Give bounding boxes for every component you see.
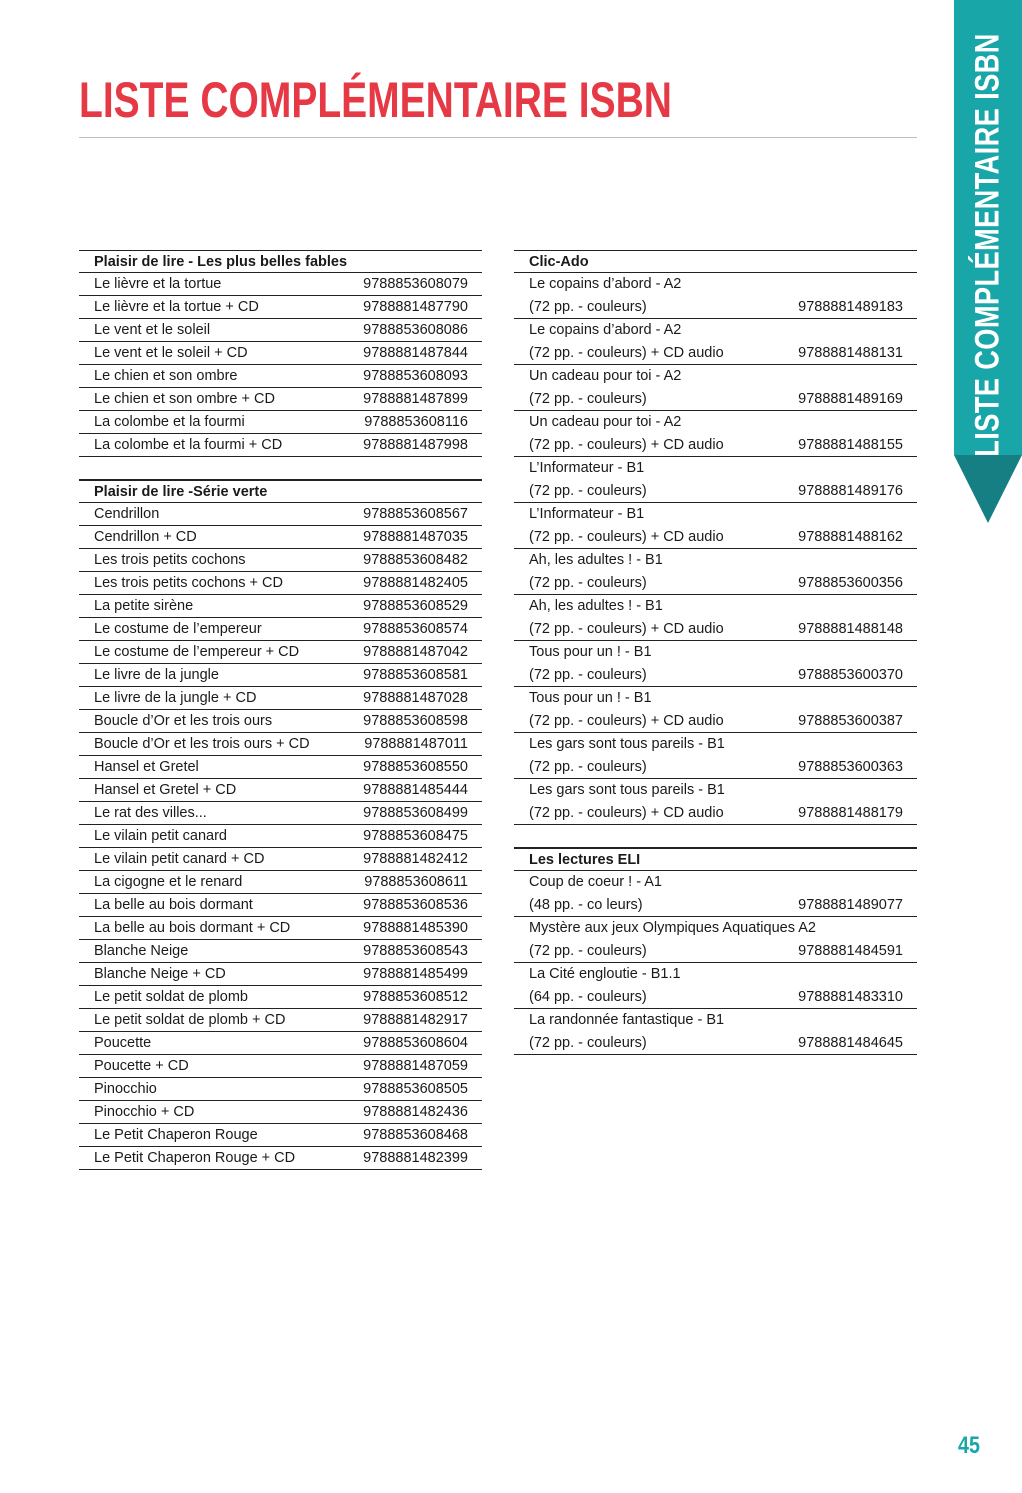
book-details: (72 pp. - couleurs) + CD audio bbox=[529, 345, 724, 361]
book-details: (72 pp. - couleurs) bbox=[529, 943, 647, 959]
book-details: (72 pp. - couleurs) bbox=[529, 483, 647, 499]
table-row-title bbox=[514, 411, 917, 434]
book-title: L’Informateur - B1 bbox=[529, 506, 645, 522]
table-row bbox=[79, 365, 482, 388]
table-row-title bbox=[514, 457, 917, 480]
book-title: La randonnée fantastique - B1 bbox=[529, 1012, 725, 1028]
book-details: (72 pp. - couleurs) + CD audio bbox=[529, 805, 724, 821]
table-row-detail bbox=[514, 710, 917, 733]
book-title: Blanche Neige bbox=[94, 943, 189, 959]
table-row-title bbox=[514, 595, 917, 618]
section-heading-text: Clic-Ado bbox=[529, 254, 589, 270]
table-row-title bbox=[514, 319, 917, 342]
table-row-title bbox=[514, 641, 917, 664]
table-row bbox=[79, 802, 482, 825]
isbn: 9788881488162 bbox=[798, 529, 903, 545]
table-row bbox=[79, 871, 482, 894]
book-title: Pinocchio bbox=[94, 1081, 157, 1097]
table-row bbox=[79, 917, 482, 940]
book-title: La cigogne et le renard bbox=[94, 874, 243, 890]
isbn: 9788853608598 bbox=[363, 713, 468, 729]
book-title: Boucle d’Or et les trois ours + CD bbox=[94, 736, 310, 752]
isbn: 9788853608505 bbox=[363, 1081, 468, 1097]
isbn: 9788853608536 bbox=[363, 897, 468, 913]
table-row-title bbox=[514, 963, 917, 986]
isbn: 9788881487790 bbox=[363, 299, 468, 315]
table-row bbox=[79, 526, 482, 549]
table-row bbox=[79, 641, 482, 664]
book-title: Hansel et Gretel bbox=[94, 759, 199, 775]
book-details: (72 pp. - couleurs) + CD audio bbox=[529, 713, 724, 729]
table-row bbox=[79, 710, 482, 733]
book-title: La belle au bois dormant bbox=[94, 897, 253, 913]
table-row bbox=[79, 986, 482, 1009]
book-title: Pinocchio + CD bbox=[94, 1104, 195, 1120]
table-row bbox=[79, 273, 482, 296]
table-row bbox=[79, 1009, 482, 1032]
page-title: LISTE COMPLÉMENTAIRE ISBN bbox=[79, 72, 672, 128]
isbn: 9788853608550 bbox=[363, 759, 468, 775]
table-row bbox=[79, 503, 482, 526]
isbn: 9788881487035 bbox=[363, 529, 468, 545]
book-title: Le copains d’abord - A2 bbox=[529, 322, 682, 338]
table-row bbox=[79, 411, 482, 434]
table-row bbox=[79, 664, 482, 687]
book-title: Coup de coeur ! - A1 bbox=[529, 874, 662, 890]
book-title: Le vent et le soleil + CD bbox=[94, 345, 248, 361]
book-title: Le costume de l’empereur + CD bbox=[94, 644, 300, 660]
isbn: 9788853608604 bbox=[363, 1035, 468, 1051]
book-title: Les trois petits cochons + CD bbox=[94, 575, 283, 591]
book-title: Le Petit Chaperon Rouge bbox=[94, 1127, 258, 1143]
isbn: 9788853600356 bbox=[798, 575, 903, 591]
isbn: 9788881487059 bbox=[363, 1058, 468, 1074]
book-title: Poucette + CD bbox=[94, 1058, 189, 1074]
book-title: Le chien et son ombre + CD bbox=[94, 391, 275, 407]
isbn: 9788881487011 bbox=[364, 736, 468, 752]
isbn: 9788881482405 bbox=[363, 575, 468, 591]
isbn: 9788853608574 bbox=[363, 621, 468, 637]
book-title: Blanche Neige + CD bbox=[94, 966, 226, 982]
book-title: Tous pour un ! - B1 bbox=[529, 690, 652, 706]
book-title: Cendrillon + CD bbox=[94, 529, 197, 545]
book-title: Le vilain petit canard + CD bbox=[94, 851, 265, 867]
section-heading-text: Plaisir de lire -Série verte bbox=[94, 484, 268, 500]
table-row bbox=[79, 1101, 482, 1124]
isbn: 9788853608567 bbox=[363, 506, 468, 522]
table-row bbox=[79, 940, 482, 963]
table-row-detail bbox=[514, 756, 917, 779]
isbn: 9788881487899 bbox=[363, 391, 468, 407]
book-details: (64 pp. - couleurs) bbox=[529, 989, 647, 1005]
table-row bbox=[79, 434, 482, 457]
table-row bbox=[79, 572, 482, 595]
table-row-title bbox=[514, 871, 917, 894]
isbn: 9788881487042 bbox=[363, 644, 468, 660]
isbn: 9788853600363 bbox=[798, 759, 903, 775]
section-heading bbox=[79, 480, 482, 503]
table-row bbox=[79, 1078, 482, 1101]
isbn: 9788881487028 bbox=[363, 690, 468, 706]
table-row bbox=[79, 342, 482, 365]
section-spacer bbox=[79, 457, 482, 480]
book-details: (72 pp. - couleurs) bbox=[529, 759, 647, 775]
isbn: 9788853608512 bbox=[363, 989, 468, 1005]
isbn: 9788881489077 bbox=[798, 897, 903, 913]
book-title: Ah, les adultes ! - B1 bbox=[529, 552, 663, 568]
table-row bbox=[79, 825, 482, 848]
isbn: 9788853608086 bbox=[363, 322, 468, 338]
isbn: 9788853608475 bbox=[363, 828, 468, 844]
section-heading bbox=[514, 848, 917, 871]
book-title: Le petit soldat de plomb bbox=[94, 989, 248, 1005]
isbn: 9788881487844 bbox=[363, 345, 468, 361]
book-title: Le vilain petit canard bbox=[94, 828, 227, 844]
book-details: (72 pp. - couleurs) bbox=[529, 299, 647, 315]
book-details: (72 pp. - couleurs) bbox=[529, 667, 647, 683]
table-row-detail bbox=[514, 572, 917, 595]
book-details: (72 pp. - couleurs) bbox=[529, 1035, 647, 1051]
table-row bbox=[79, 1124, 482, 1147]
book-title: Le lièvre et la tortue + CD bbox=[94, 299, 259, 315]
page-number: 45 bbox=[958, 1432, 980, 1459]
book-title: Un cadeau pour toi - A2 bbox=[529, 368, 682, 384]
book-title: La Cité engloutie - B1.1 bbox=[529, 966, 681, 982]
table-row-title bbox=[514, 779, 917, 802]
section-heading bbox=[514, 250, 917, 273]
table-row-title bbox=[514, 687, 917, 710]
isbn: 9788881484591 bbox=[798, 943, 903, 959]
isbn: 9788881482399 bbox=[363, 1150, 468, 1166]
isbn: 9788881485390 bbox=[363, 920, 468, 936]
table-row-detail bbox=[514, 802, 917, 825]
book-title: Le vent et le soleil bbox=[94, 322, 211, 338]
table-row bbox=[79, 963, 482, 986]
book-title: Le livre de la jungle + CD bbox=[94, 690, 257, 706]
table-row bbox=[79, 779, 482, 802]
isbn: 9788853608482 bbox=[363, 552, 468, 568]
book-title: La belle au bois dormant + CD bbox=[94, 920, 291, 936]
isbn: 9788881482436 bbox=[363, 1104, 468, 1120]
book-title: Poucette bbox=[94, 1035, 152, 1051]
table-row-title bbox=[514, 503, 917, 526]
isbn: 9788881485444 bbox=[363, 782, 468, 798]
book-details: (72 pp. - couleurs) + CD audio bbox=[529, 437, 724, 453]
isbn: 9788853608581 bbox=[363, 667, 468, 683]
book-title: Tous pour un ! - B1 bbox=[529, 644, 652, 660]
table-row bbox=[79, 756, 482, 779]
table-row bbox=[79, 1032, 482, 1055]
table-row bbox=[79, 595, 482, 618]
book-details: (72 pp. - couleurs) bbox=[529, 391, 647, 407]
table-row-detail bbox=[514, 434, 917, 457]
isbn: 9788853608116 bbox=[364, 414, 468, 430]
table-row bbox=[79, 687, 482, 710]
table-row bbox=[79, 388, 482, 411]
isbn: 9788881488131 bbox=[798, 345, 903, 361]
table-row-title bbox=[514, 365, 917, 388]
table-row-detail bbox=[514, 894, 917, 917]
table-row-title bbox=[514, 1009, 917, 1032]
table-row bbox=[79, 894, 482, 917]
isbn: 9788881488179 bbox=[798, 805, 903, 821]
isbn: 9788853608079 bbox=[363, 276, 468, 292]
table-row-detail bbox=[514, 986, 917, 1009]
book-title: Les gars sont tous pareils - B1 bbox=[529, 782, 725, 798]
isbn: 9788853608499 bbox=[363, 805, 468, 821]
book-title: Un cadeau pour toi - A2 bbox=[529, 414, 682, 430]
book-title: La colombe et la fourmi bbox=[94, 414, 245, 430]
book-details: (72 pp. - couleurs) + CD audio bbox=[529, 621, 724, 637]
book-title: Le rat des villes... bbox=[94, 805, 207, 821]
table-row-detail bbox=[514, 618, 917, 641]
isbn: 9788853608611 bbox=[364, 874, 468, 890]
isbn: 9788881484645 bbox=[798, 1035, 903, 1051]
table-row-detail bbox=[514, 526, 917, 549]
isbn: 9788881488148 bbox=[798, 621, 903, 637]
side-tab-tip bbox=[954, 455, 1022, 523]
left-column bbox=[79, 250, 482, 1170]
title-divider bbox=[79, 137, 917, 138]
side-tab-label: LISTE COMPLÉMENTAIRE ISBN bbox=[968, 33, 1007, 457]
isbn: 9788853600387 bbox=[798, 713, 903, 729]
isbn: 9788881483310 bbox=[798, 989, 903, 1005]
table-row-title bbox=[514, 917, 917, 940]
book-title: Les gars sont tous pareils - B1 bbox=[529, 736, 725, 752]
isbn: 9788853600370 bbox=[798, 667, 903, 683]
book-title: Le petit soldat de plomb + CD bbox=[94, 1012, 286, 1028]
book-title: Le lièvre et la tortue bbox=[94, 276, 222, 292]
book-title: Ah, les adultes ! - B1 bbox=[529, 598, 663, 614]
table-row bbox=[79, 296, 482, 319]
table-row bbox=[79, 848, 482, 871]
book-title: Boucle d’Or et les trois ours bbox=[94, 713, 273, 729]
table-row-title bbox=[514, 273, 917, 296]
book-title: Les trois petits cochons bbox=[94, 552, 246, 568]
book-details: (72 pp. - couleurs) bbox=[529, 575, 647, 591]
table-row bbox=[79, 1055, 482, 1078]
isbn: 9788853608543 bbox=[363, 943, 468, 959]
table-row-detail bbox=[514, 388, 917, 411]
book-title: Le copains d’abord - A2 bbox=[529, 276, 682, 292]
table-row-detail bbox=[514, 342, 917, 365]
isbn: 9788853608529 bbox=[363, 598, 468, 614]
book-title: L’Informateur - B1 bbox=[529, 460, 645, 476]
section-heading bbox=[79, 250, 482, 273]
table-row bbox=[79, 618, 482, 641]
table-row-title bbox=[514, 549, 917, 572]
table-row-detail bbox=[514, 480, 917, 503]
table-row-detail bbox=[514, 1032, 917, 1055]
isbn: 9788881485499 bbox=[363, 966, 468, 982]
isbn: 9788881482917 bbox=[363, 1012, 468, 1028]
table-row bbox=[79, 319, 482, 342]
book-details: (48 pp. - co leurs) bbox=[529, 897, 643, 913]
book-title: Mystère aux jeux Olympiques Aquatiques A2 bbox=[529, 920, 816, 936]
right-column bbox=[514, 250, 917, 1055]
book-title: La colombe et la fourmi + CD bbox=[94, 437, 283, 453]
book-title: Le costume de l’empereur bbox=[94, 621, 262, 637]
book-title: La petite sirène bbox=[94, 598, 194, 614]
table-row bbox=[79, 549, 482, 572]
table-row-title bbox=[514, 733, 917, 756]
table-row bbox=[79, 733, 482, 756]
isbn: 9788881489183 bbox=[798, 299, 903, 315]
table-row-detail bbox=[514, 664, 917, 687]
section-heading-text: Les lectures ELI bbox=[529, 852, 641, 868]
book-title: Le chien et son ombre bbox=[94, 368, 238, 384]
isbn: 9788853608093 bbox=[363, 368, 468, 384]
book-title: Le livre de la jungle bbox=[94, 667, 219, 683]
isbn: 9788881487998 bbox=[363, 437, 468, 453]
book-title: Cendrillon bbox=[94, 506, 160, 522]
section-heading-text: Plaisir de lire - Les plus belles fables bbox=[94, 254, 348, 270]
table-row-detail bbox=[514, 296, 917, 319]
table-row-detail bbox=[514, 940, 917, 963]
book-title: Le Petit Chaperon Rouge + CD bbox=[94, 1150, 296, 1166]
book-title: Hansel et Gretel + CD bbox=[94, 782, 237, 798]
isbn: 9788881488155 bbox=[798, 437, 903, 453]
isbn: 9788881489176 bbox=[798, 483, 903, 499]
book-details: (72 pp. - couleurs) + CD audio bbox=[529, 529, 724, 545]
section-spacer bbox=[514, 825, 917, 848]
isbn: 9788881489169 bbox=[798, 391, 903, 407]
isbn: 9788881482412 bbox=[363, 851, 468, 867]
isbn: 9788853608468 bbox=[363, 1127, 468, 1143]
table-row bbox=[79, 1147, 482, 1170]
